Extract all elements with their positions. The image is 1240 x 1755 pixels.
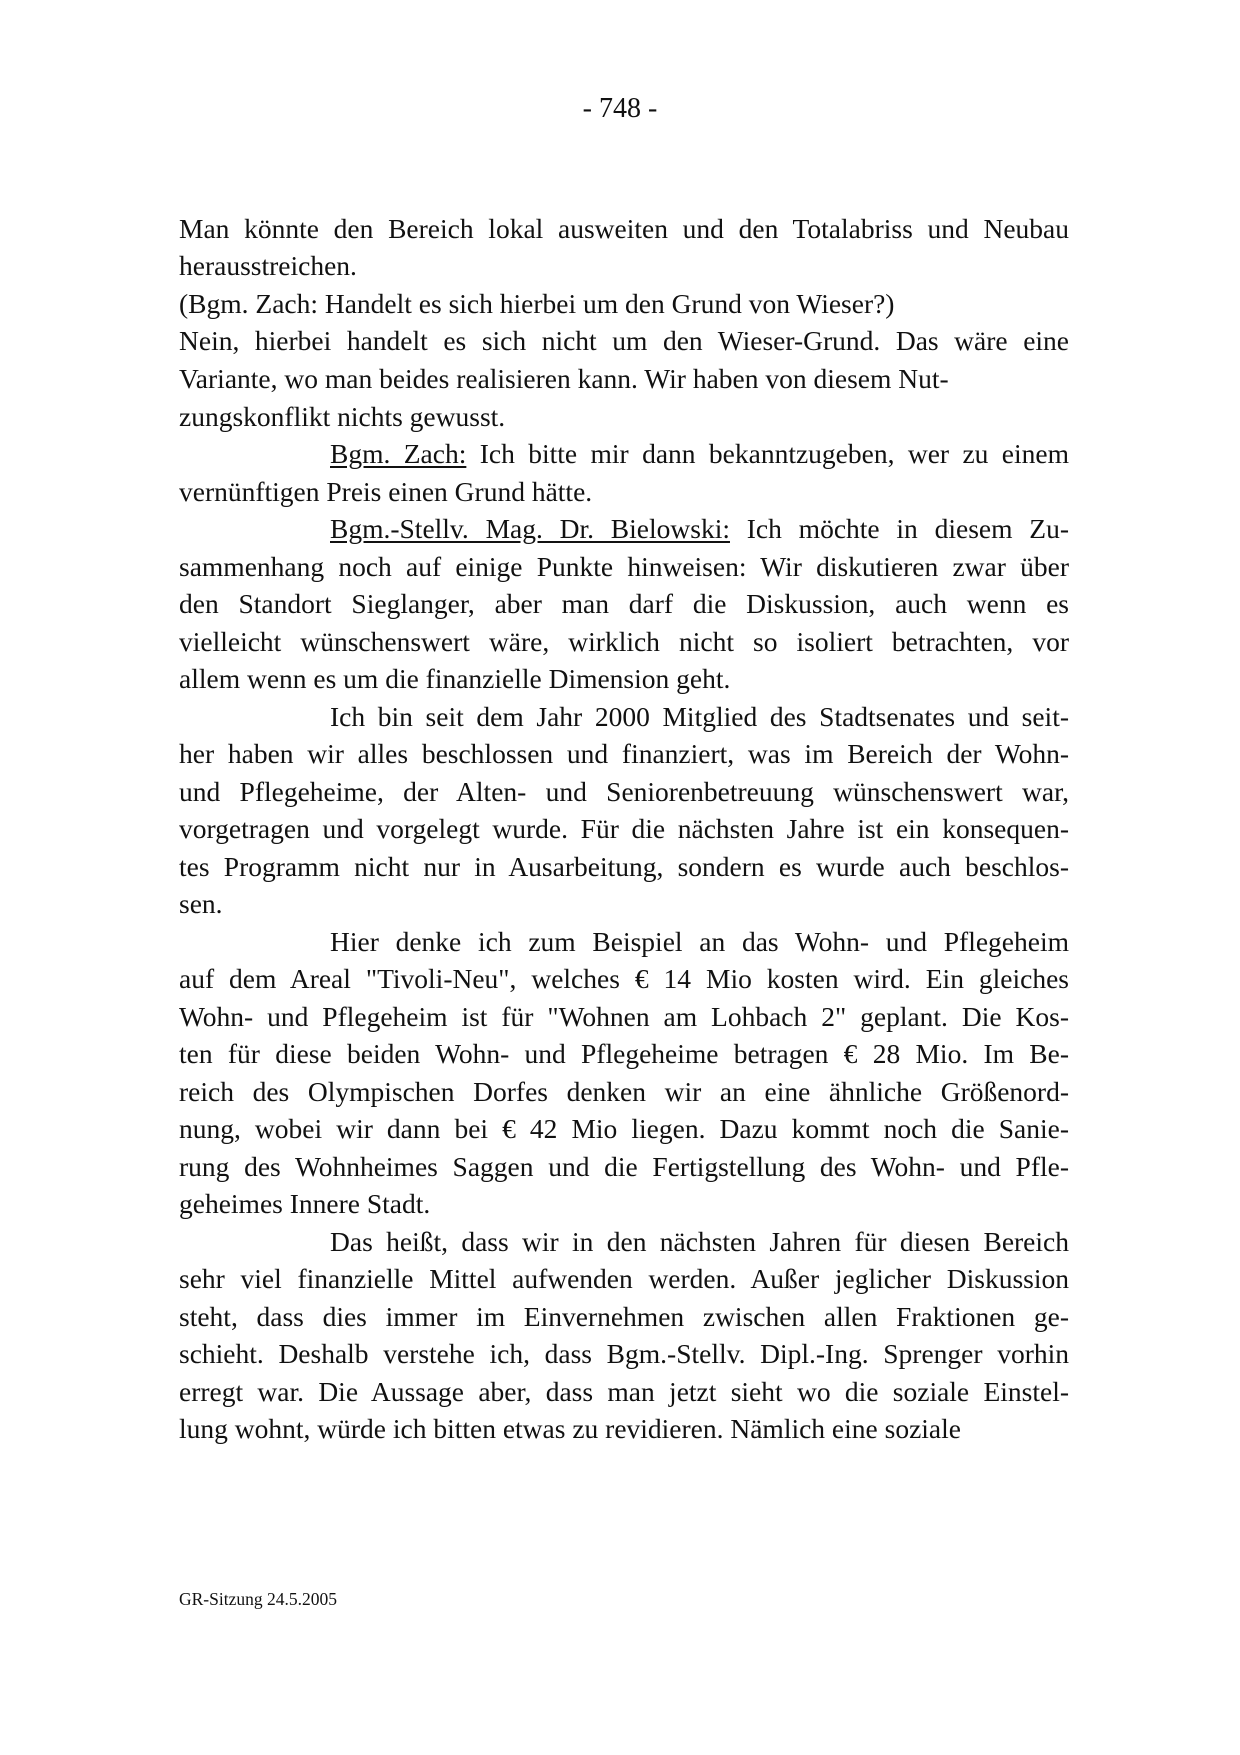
text-line: vernünftigen Preis einen Grund hätte. [179, 476, 593, 507]
text-line: auf dem Areal "Tivoli-Neu", welches € 14 Mio kosten wird. Ein gleiches [179, 963, 1069, 994]
text-line: ten für diese beiden Wohn- und Pflegeheime betragen € 28 Mio. Im Be- [179, 1038, 1069, 1069]
text-line: Nein, hierbei handelt es sich nicht um den Wieser-Grund. Das wäre eine [179, 325, 1069, 356]
text-line: allem wenn es um die finanzielle Dimension geht. [179, 663, 731, 694]
speaker-line [330, 437, 1069, 471]
text-line: Hier denke ich zum Beispiel an das Wohn- und Pflegeheim [330, 926, 1069, 957]
text-line: tes Programm nicht nur in Ausarbeitung, sondern es wurde auch beschlos- [179, 851, 1069, 882]
text-line: sehr viel finanzielle Mittel aufwenden werden. Außer jeglicher Diskussion [179, 1263, 1069, 1294]
text-line: nung, wobei wir dann bei € 42 Mio liegen. Dazu kommt noch die Sanie- [179, 1113, 1069, 1144]
text-line: und Pflegeheime, der Alten- und Seniorenbetreuung wünschenswert war, [179, 776, 1069, 807]
text-line: den Standort Sieglanger, aber man darf die Diskussion, auch wenn es [179, 588, 1069, 619]
page-number: - 748 - [582, 93, 658, 124]
text-line: (Bgm. Zach: Handelt es sich hierbei um den Grund von Wieser?) [179, 288, 895, 319]
text-line: vielleicht wünschenswert wäre, wirklich nicht so isoliert betrachten, vor [179, 626, 1069, 657]
footer-session-date: GR-Sitzung 24.5.2005 [179, 1589, 337, 1609]
speaker-text: Ich möchte in diesem Zu- [729, 513, 1069, 544]
speaker-name: Bgm.-Stellv. Mag. Dr. Bielowski: [330, 513, 730, 544]
text-line: schieht. Deshalb verstehe ich, dass Bgm.-Stellv. Dipl.-Ing. Sprenger vorhin [179, 1338, 1069, 1369]
text-line: Das heißt, dass wir in den nächsten Jahren für diesen Bereich [330, 1226, 1069, 1257]
text-line: geheimes Innere Stadt. [179, 1188, 431, 1219]
text-line: rung des Wohnheimes Saggen und die Fertigstellung des Wohn- und Pfle- [179, 1151, 1069, 1182]
text-line: Wohn- und Pflegeheim ist für "Wohnen am Lohbach 2" geplant. Die Kos- [179, 1001, 1069, 1032]
text-line: herausstreichen. [179, 250, 357, 281]
speaker-text: Ich bitte mir dann bekanntzugeben, wer zu einem [466, 438, 1069, 469]
text-line: erregt war. Die Aussage aber, dass man jetzt sieht wo die soziale Einstel- [179, 1376, 1069, 1407]
text-line: zungskonflikt nichts gewusst. [179, 401, 506, 432]
text-line: sen. [179, 888, 223, 919]
text-line: Variante, wo man beides realisieren kann. Wir haben von diesem Nut- [179, 363, 949, 394]
text-line: steht, dass dies immer im Einvernehmen zwischen allen Fraktionen ge- [179, 1301, 1069, 1332]
text-line: reich des Olympischen Dorfes denken wir an eine ähnliche Größenord- [179, 1076, 1069, 1107]
speaker-line [330, 512, 1069, 546]
text-line: sammenhang noch auf einige Punkte hinweisen: Wir diskutieren zwar über [179, 551, 1069, 582]
text-line: Ich bin seit dem Jahr 2000 Mitglied des Stadtsenates und seit- [330, 701, 1069, 732]
text-line: Man könnte den Bereich lokal ausweiten und den Totalabriss und Neubau [179, 213, 1069, 244]
speaker-name: Bgm. Zach: [330, 438, 467, 469]
text-line: vorgetragen und vorgelegt wurde. Für die nächsten Jahre ist ein konsequen- [179, 813, 1069, 844]
text-line: lung wohnt, würde ich bitten etwas zu revidieren. Nämlich eine soziale [179, 1413, 961, 1444]
text-line: her haben wir alles beschlossen und finanziert, was im Bereich der Wohn- [179, 738, 1069, 769]
